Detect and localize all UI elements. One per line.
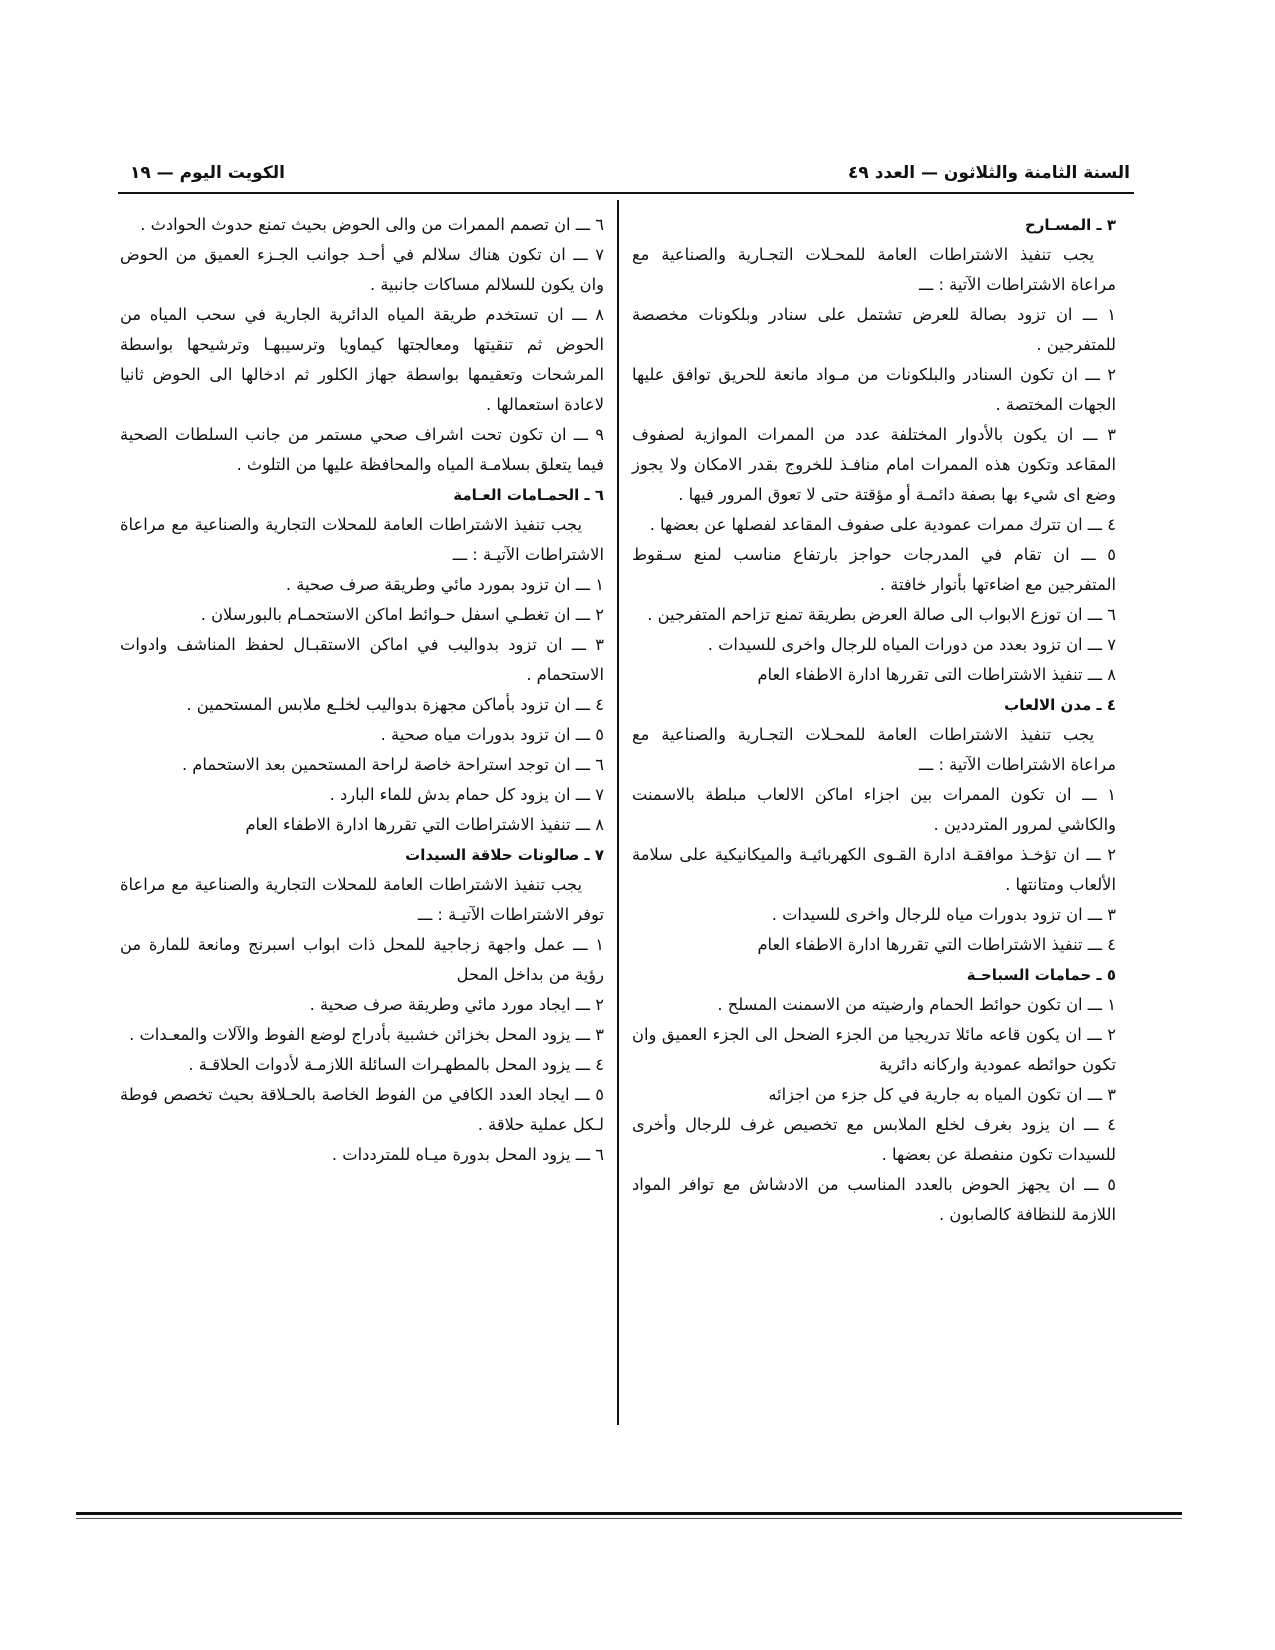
footer-rule <box>76 1512 1182 1515</box>
clause-item: ٦ ـــ ان توزع الابواب الى صالة العرض بطريقة تمنع تزاحم المتفرجين . <box>647 605 1116 624</box>
clause-item: ٦ ـــ ان تصمم الممرات من والى الحوض بحيث تمنع حدوث الحوادث . <box>140 215 604 234</box>
clause-item: ٤ ـــ ان تترك ممرات عمودية على صفوف المقاعد لفصلها عن بعضها . <box>649 515 1116 534</box>
clause-item: ٦ ـــ يزود المحل بدورة ميـاه للمترددات . <box>331 1145 604 1164</box>
clause-item: ٧ ـــ ان يزود كل حمام بدش للماء البارد . <box>329 785 604 804</box>
clause-item: ٣ ـــ ان يكون بالأدوار المختلفة عدد من الممرات الموازية لصفوف المقاعد وتكون هذه الممرات امام منافـذ للخروج بقدر الامكان ولا يجوز وضع اى شيء بها بصفة دائمـة أو مؤقتة حتى لا تعوق المرور فيها . <box>632 425 1116 504</box>
clause-item: ٦ ـــ ان توجد استراحة خاصة لراحة المستحمين بعد الاستحمام . <box>181 755 604 774</box>
section-heading: ٥ ـ حمامات السباحـة <box>966 966 1116 984</box>
clause-item: ٣ ـــ ان تزود بدواليب في اماكن الاستقبـال لحفظ المناشف وادوات الاستحمام . <box>120 635 604 684</box>
clause-item: ٩ ـــ ان تكون تحت اشراف صحي مستمر من جانب السلطات الصحية فيما يتعلق بسلامـة المياه والمحافظة عليها من التلوث . <box>120 425 604 474</box>
left-column <box>120 210 604 1170</box>
clause-item: ٧ ـــ ان تزود بعدد من دورات المياه للرجال واخرى للسيدات . <box>707 635 1116 654</box>
section-intro: يجب تنفيذ الاشتراطات العامة للمحلات التجارية والصناعية مع مراعاة الاشتراطات الآتيـة : ـــ <box>120 515 604 564</box>
right-column <box>632 210 1116 1230</box>
page-header <box>130 163 1130 189</box>
header-issue: السنة الثامنة والثلاثون — العدد ٤٩ <box>848 163 1130 183</box>
section-heading: ٧ ـ صالونات حلاقة السيدات <box>405 846 604 864</box>
clause-item: ٧ ـــ ان تكون هناك سلالم في أحـد جوانب الجـزء العميق من الحوض وان يكون للسلالم مساكات جانبية . <box>120 245 604 294</box>
column-divider <box>617 200 619 1425</box>
clause-item: ٤ ـــ تنفيذ الاشتراطات التي تقررها ادارة الاطفاء العام <box>757 935 1116 954</box>
section-heading: ٦ ـ الحمـامات العـامة <box>453 486 604 504</box>
clause-item: ٨ ـــ ان تستخدم طريقة المياه الدائرية الجارية في سحب المياه من الحوض ثم تنقيتها ومعالجتها كيماويا وترسيبهـا وترشيحها بواسطة المرشحات وتعقيمها بواسطة جهاز الكلور ثم ادخالها الى الحوض ثانيا لاعادة استعمالها . <box>120 305 604 414</box>
section-intro: يجب تنفيذ الاشتراطات العامة للمحـلات التجـارية والصناعية مع مراعاة الاشتراطات الآتية : ـــ <box>632 245 1116 294</box>
footer-rule-thin <box>76 1518 1182 1519</box>
clause-item: ٣ ـــ ان تكون المياه به جارية في كل جزء من اجزائه <box>768 1085 1116 1104</box>
clause-item: ٤ ـــ ان يزود بغرف لخلع الملابس مع تخصيص غرف للرجال وأخرى للسيدات تكون منفصلة عن بعضها . <box>632 1115 1116 1164</box>
clause-item: ٣ ـــ يزود المحل بخزائن خشبية بأدراج لوضع الفوط والآلات والمعـدات . <box>129 1025 604 1044</box>
clause-item: ٢ ـــ ان تكون السنادر والبلكونات من مـواد مانعة للحريق توافق عليها الجهات المختصة . <box>632 365 1116 414</box>
clause-item: ١ ـــ ان تكون الممرات بين اجزاء اماكن الالعاب مبلطة بالاسمنت والكاشي لمرور المترددين . <box>632 785 1116 834</box>
clause-item: ٥ ـــ ان تقام في المدرجات حواجز بارتفاع مناسب لمنع سـقوط المتفرجين مع اضاءتها بأنوار خافتة . <box>632 545 1116 594</box>
header-rule <box>118 192 1134 194</box>
clause-item: ٥ ـــ ايجاد العدد الكافي من الفوط الخاصة بالحـلاقة بحيث تخصص فوطة لـكل عملية حلاقة . <box>120 1085 604 1134</box>
clause-item: ٤ ـــ ان تزود بأماكن مجهزة بدواليب لخلـع ملابس المستحمين . <box>186 695 604 714</box>
clause-item: ٥ ـــ ان تزود بدورات مياه صحية . <box>380 725 604 744</box>
clause-item: ٢ ـــ ان يكون قاعه مائلا تدريجيا من الجزء الضحل الى الجزء العميق وان تكون حوائطه عمودية واركانه دائرية <box>632 1025 1116 1074</box>
section-intro: يجب تنفيذ الاشتراطات العامة للمحـلات التجـارية والصناعية مع مراعاة الاشتراطات الآتية : ـــ <box>632 725 1116 774</box>
section-heading: ٤ ـ مدن الالعاب <box>1004 696 1116 714</box>
clause-item: ٢ ـــ ان تغطـي اسفل حـوائط اماكن الاستحمـام بالبورسلان . <box>200 605 604 624</box>
clause-item: ١ ـــ ان تزود بصالة للعرض تشتمل على سنادر وبلكونات مخصصة للمتفرجين . <box>632 305 1116 354</box>
clause-item: ٣ ـــ ان تزود بدورات مياه للرجال واخرى للسيدات . <box>771 905 1116 924</box>
clause-item: ١ ـــ ان تزود بمورد مائي وطريقة صرف صحية . <box>285 575 604 594</box>
clause-item: ٨ ـــ تنفيذ الاشتراطات التي تقررها ادارة الاطفاء العام <box>245 815 604 834</box>
section-heading: ٣ ـ المسـارح <box>1024 216 1116 234</box>
section-intro: يجب تنفيذ الاشتراطات العامة للمحلات التجارية والصناعية مع مراعاة توفر الاشتراطات الآتيـة : ـــ <box>120 875 604 924</box>
clause-item: ٤ ـــ يزود المحل بالمطهـرات السائلة اللازمـة لأدوات الحلاقـة . <box>188 1055 604 1074</box>
clause-item: ٢ ـــ ايجاد مورد مائي وطريقة صرف صحية . <box>309 995 604 1014</box>
header-publication: الكويت اليوم — ١٩ <box>130 163 285 183</box>
clause-item: ٥ ـــ ان يجهز الحوض بالعدد المناسب من الادشاش مع توافر المواد اللازمة للنظافة كالصابون . <box>632 1175 1116 1224</box>
clause-item: ٢ ـــ ان تؤخـذ موافقـة ادارة القـوى الكهربائيـة والميكانيكية على سلامة الألعاب ومتانتها . <box>632 845 1116 894</box>
clause-item: ١ ـــ عمل واجهة زجاجية للمحل ذات ابواب اسبرنج ومانعة للمارة من رؤية من بداخل المحل <box>120 935 604 984</box>
clause-item: ١ ـــ ان تكون حوائط الحمام وارضيته من الاسمنت المسلح . <box>717 995 1116 1014</box>
clause-item: ٨ ـــ تنفيذ الاشتراطات التى تقررها ادارة الاطفاء العام <box>757 665 1116 684</box>
